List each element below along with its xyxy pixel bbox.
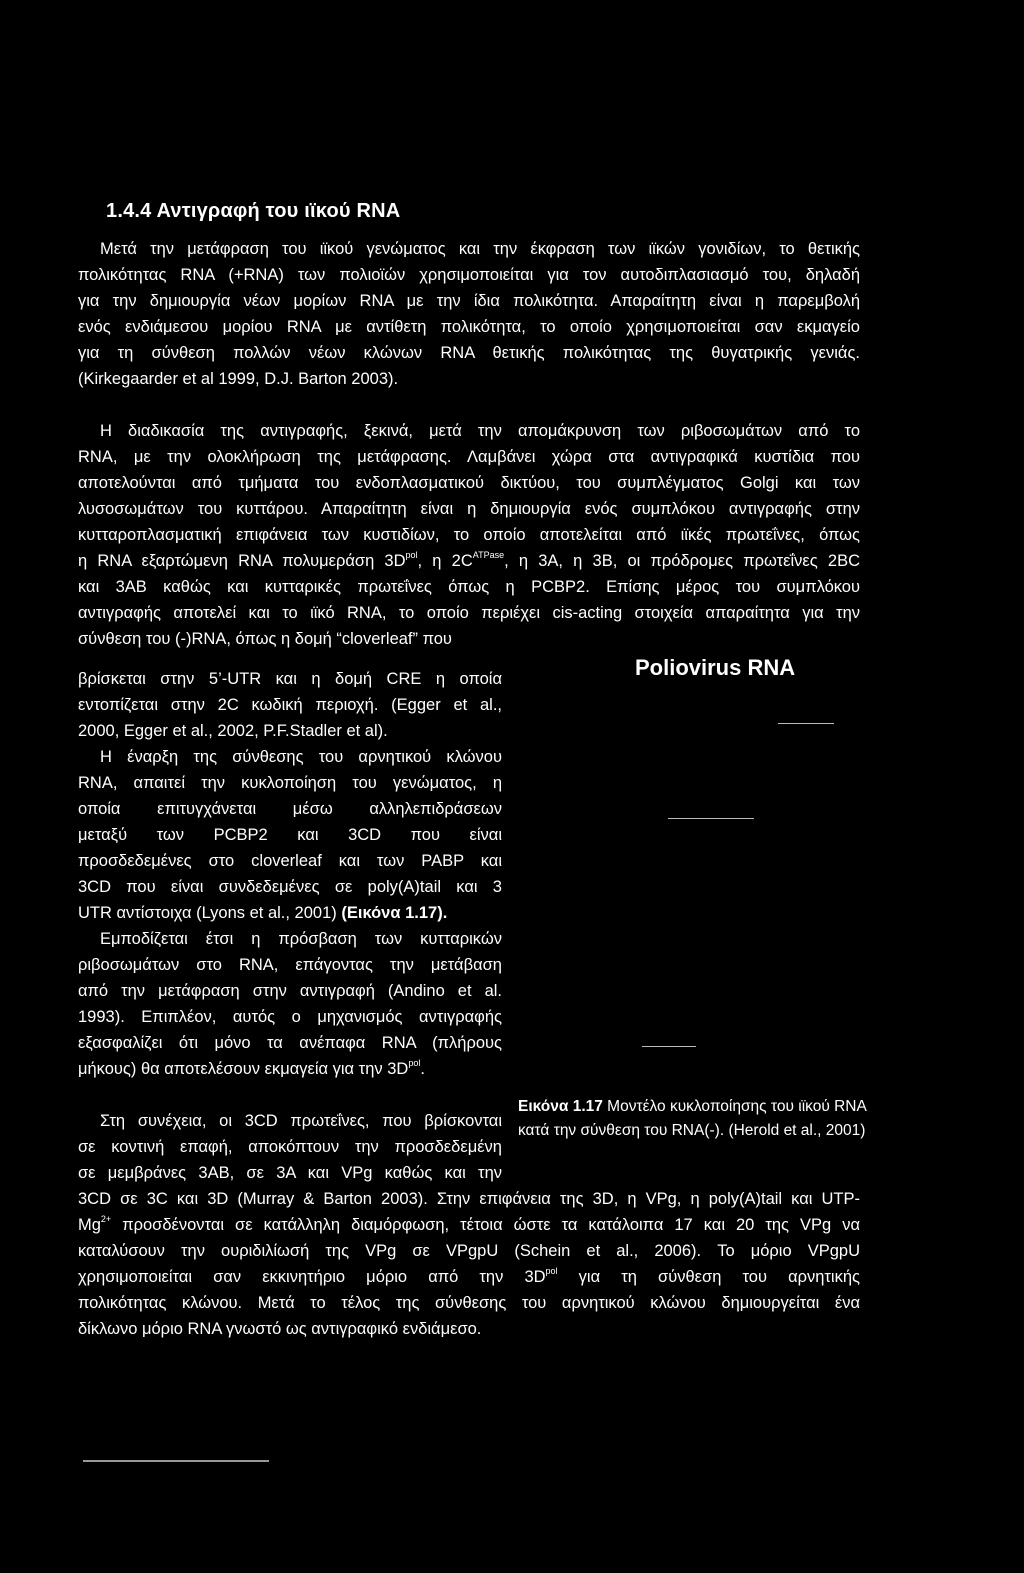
text-line: και 3AB καθώς και κυτταρικές πρωτεΐνες όπως η PCBP2. Επίσης μέρος του συμπλόκου	[78, 578, 860, 596]
text-line: UTR αντίστοιχα (Lyons et al., 2001) (Εικόνα 1.17).	[78, 904, 448, 922]
text-line: οποία επιτυγχάνεται μέσω αλληλεπιδράσεων	[78, 800, 502, 818]
text-line: για την δημιουργία νέων μορίων RNA με την ίδια πολικότητα. Απαραίτητη είναι η παρεμβολή	[78, 292, 860, 310]
paragraph-3	[78, 744, 502, 926]
paragraph-2-continued	[78, 666, 502, 744]
text-line: για τη σύνθεση πολλών νέων κλώνων RNA θετικής πολικότητας της θυγατρικής γενιάς.	[78, 344, 860, 362]
text-line: Μετά την μετάφραση του ιϊκού γενώματος και την έκφραση των ιϊκών γονιδίων, το θετικής	[100, 240, 860, 258]
text-line: RNA, απαιτεί την κυκλοποίηση του γενώματος, η	[78, 774, 502, 792]
figure-line	[642, 1046, 696, 1047]
text-line: 3CD σε 3C και 3D (Murray & Barton 2003). Στην επιφάνεια της 3D, η VPg, η poly(A)tail και UTP-	[78, 1190, 860, 1208]
text-line: κυτταροπλασματική επιφάνεια των κυστιδίων, το οποίο αποτελείται από ιϊκές πρωτεΐνες, όπως	[78, 526, 860, 544]
text-line: η RNA εξαρτώμενη RNA πολυμεράση $3D^{pol}$, η $2C^{ATPase}$, η 3A, η 3B, οι πρόδρομες πρωτεΐνες 2BC	[78, 550, 860, 570]
text-line: αποτελούνται από τμήματα του ενδοπλασματικού δικτύου, του συμπλέγματος Golgi και των	[78, 474, 860, 492]
caption-text: Μοντέλο κυκλοποίησης του ιϊκού RNA	[602, 1098, 867, 1115]
figure-line	[778, 723, 834, 724]
text-line: αντιγραφής αποτελεί και το ιϊκό RNA, το οποίο περιέχει cis-acting στοιχεία απαραίτητα για την	[78, 604, 860, 622]
text-line: σύνθεση του (-)RNA, όπως η δομή “cloverleaf” που	[78, 630, 452, 648]
text-line: ριβοσωμάτων στο RNA, επάγοντας την μετάβαση	[78, 956, 502, 974]
paragraph-4	[78, 926, 502, 1082]
text-line: εντοπίζεται στην 2C κωδική περιοχή. (Egger et al.,	[78, 696, 502, 714]
text-line: χρησιμοποιείται σαν εκκινητήριο μόριο από την $3D^{pol}$ για τη σύνθεση του αρνητικής	[78, 1266, 860, 1286]
text-line: λυσοσωμάτων του κυττάρου. Απαραίτητη είναι η δημιουργία ενός συμπλόκου αντιγραφής στην	[78, 500, 860, 518]
text-line: πολικότητας RNA (+RNA) των πολιοϊών χρησιμοποιείται για τον αυτοδιπλασιασμό του, δηλαδή	[78, 266, 860, 284]
text-line: προσδεδεμένες στο cloverleaf και των PABP και	[78, 852, 502, 870]
text-line: καταλύσουν την ουριδιλίωσή της VPg σε VPgpU (Schein et al., 2006). Το μόριο VPgpU	[78, 1242, 860, 1260]
text-line: $Mg^{2+}$ προσδένονται σε κατάλληλη διαμόρφωση, τέτοια ώστε τα κατάλοιπα 17 και 20 της VPg να	[78, 1214, 860, 1234]
text-line: δίκλωνο μόριο RNA γνωστό ως αντιγραφικό ενδιάμεσο.	[78, 1320, 482, 1338]
caption-text: κατά την σύνθεση του RNA(-). (Herold et al., 2001)	[518, 1122, 866, 1139]
text-line: 2000, Egger et al., 2002, P.F.Stadler et al).	[78, 722, 388, 740]
paragraph-5-continued	[78, 1186, 860, 1342]
text-line: 3CD που είναι συνδεδεμένες σε poly(A)tail και 3	[78, 878, 502, 896]
text-line: εξασφαλίζει ότι μόνο τα ανέπαφα RNA (πλήρους	[78, 1034, 502, 1052]
section-heading: 1.4.4 Αντιγραφή του ιϊκού RNA	[106, 200, 401, 222]
text-line: Η έναρξη της σύνθεσης του αρνητικού κλώνου	[100, 748, 502, 766]
text-line: Στη συνέχεια, οι 3CD πρωτεΐνες, που βρίσκονται	[100, 1112, 502, 1130]
text-line: Εμποδίζεται έτσι η πρόσβαση των κυτταρικών	[100, 930, 502, 948]
text-line: (Kirkegaarder et al 1999, D.J. Barton 2003).	[78, 370, 399, 388]
figure-reference: (Εικόνα 1.17).	[341, 904, 448, 922]
paragraph-1	[78, 236, 860, 392]
paragraph-2	[78, 418, 860, 652]
text-line: βρίσκεται στην 5’-UTR και η δομή CRE η οποία	[78, 670, 502, 688]
text-line: 1993). Επιπλέον, αυτός ο μηχανισμός αντιγραφής	[78, 1008, 502, 1026]
figure-title: Poliovirus RNA	[635, 655, 796, 680]
text-line: σε μεμβράνες 3AB, σε 3A και VPg καθώς και την	[78, 1164, 502, 1182]
text-line: Η διαδικασία της αντιγραφής, ξεκινά, μετά την απομάκρυνση των ριβοσωμάτων από το	[100, 422, 860, 440]
text-line: πολικότητας κλώνου. Μετά το τέλος της σύνθεσης του αρνητικού κλώνου δημιουργείται ένα	[78, 1294, 860, 1312]
text-line: σε κοντινή επαφή, αποκόπτουν την προσδεδεμένη	[78, 1138, 502, 1156]
paragraph-5	[78, 1108, 502, 1186]
text-line: μεταξύ των PCBP2 και 3CD που είναι	[78, 826, 502, 844]
text-line: RNA, με την ολοκλήρωση της μετάφρασης. Λαμβάνει χώρα στα αντιγραφικά κυστίδια που	[78, 448, 860, 466]
text-line: μήκους) θα αποτελέσουν εκμαγεία για την $3D^{pol}$.	[78, 1058, 425, 1078]
text-line: από την μετάφραση στην αντιγραφή (Andino et al.	[78, 982, 502, 1000]
caption-label: Εικόνα 1.17	[518, 1098, 603, 1115]
text-line: ενός ενδιάμεσου μορίου RNA με αντίθετη πολικότητα, το οποίο χρησιμοποιείται σαν εκμαγείο	[78, 318, 860, 336]
figure-caption	[518, 1095, 928, 1143]
footnote-separator	[83, 1460, 269, 1462]
figure-line	[668, 818, 754, 819]
